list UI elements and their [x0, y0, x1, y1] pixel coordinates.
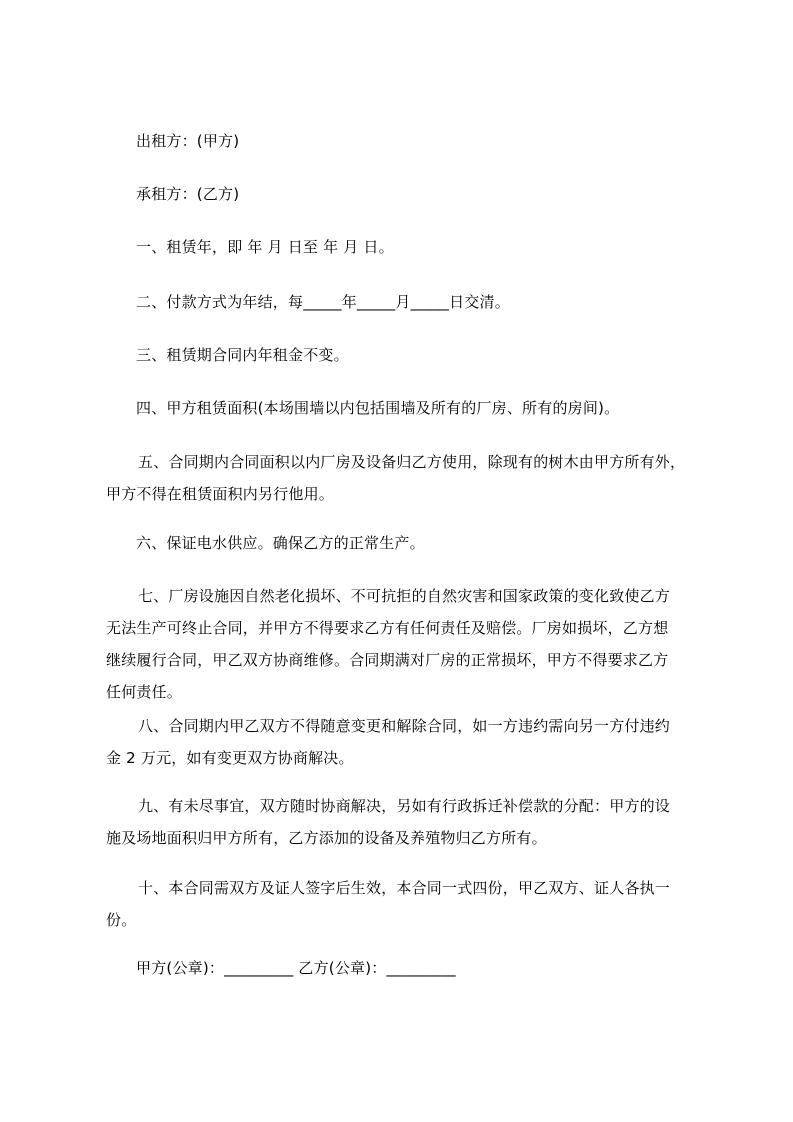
lessor-line: 出租方：(甲方)	[136, 132, 240, 150]
clause-1: 一、租赁年，即 年 月 日至 年 月 日。	[136, 238, 394, 256]
clause-10	[106, 872, 670, 936]
clause-7-line-2: 无法生产可终止合同，并甲方不得要求乙方有任何责任及赔偿。厂房如损坏，乙方想	[106, 619, 669, 637]
clause-9	[106, 790, 670, 854]
clause-7	[106, 580, 670, 708]
clause-7-line-1: 七、厂房设施因自然老化损坏、不可抗拒的自然灾害和国家政策的变化致使乙方	[138, 587, 671, 605]
clause-3: 三、租赁期合同内年租金不变。	[136, 346, 349, 364]
clause-10-line-1: 十、本合同需双方及证人签字后生效，本合同一式四份，甲乙双方、证人各执一	[138, 879, 671, 897]
clause-7-line-4: 任何责任。	[106, 683, 183, 701]
clause-6: 六、保证电水供应。确保乙方的正常生产。	[136, 534, 425, 552]
clause-8-line-2: 金 2 万元，如有变更双方协商解决。	[106, 749, 354, 767]
clause-5	[106, 446, 685, 510]
clause-2: 二、付款方式为年结，每_____年_____月_____日交清。	[136, 293, 510, 311]
lessee-line: 承租方：(乙方)	[136, 185, 240, 203]
clause-7-line-3: 继续履行合同，甲乙双方协商维修。合同期满对厂房的正常损坏，甲方不得要求乙方	[106, 651, 669, 669]
clause-4: 四、甲方租赁面积(本场围墙以内包括围墙及所有的厂房、所有的房间)。	[136, 399, 620, 417]
clause-10-line-2: 份。	[106, 911, 137, 929]
clause-9-line-2: 施及场地面积归甲方所有，乙方添加的设备及养殖物归乙方所有。	[106, 829, 547, 847]
clause-5-line-1: 五、合同期内合同面积以内厂房及设备归乙方使用，除现有的树木由甲方所有外，	[138, 453, 686, 471]
clause-5-line-2: 甲方不得在租赁面积内另行他用。	[106, 485, 335, 503]
clause-9-line-1: 九、有未尽事宜，双方随时协商解决，另如有行政拆迁补偿款的分配：甲方的设	[138, 797, 671, 815]
clause-8	[106, 710, 670, 774]
signature-line: 甲方(公章)：_________ 乙方(公章)：_________	[136, 959, 456, 977]
clause-8-line-1: 八、合同期内甲乙双方不得随意变更和解除合同，如一方违约需向另一方付违约	[138, 717, 671, 735]
